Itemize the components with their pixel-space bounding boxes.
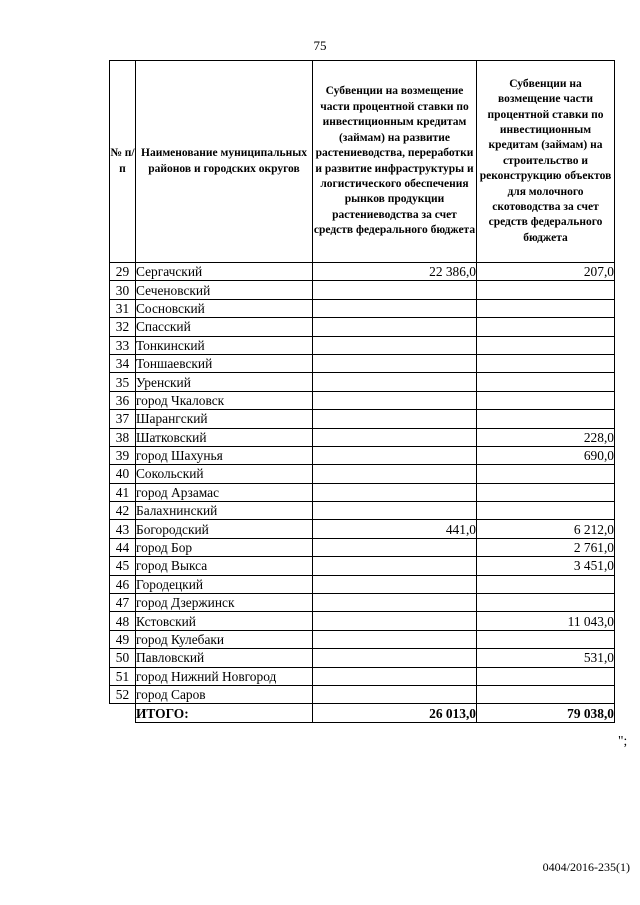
table-row	[110, 667, 615, 685]
crop-subsidy-value	[313, 318, 477, 336]
crop-subsidy-value	[313, 336, 477, 354]
row-number: 38	[110, 428, 136, 446]
crop-subsidy-value: 441,0	[313, 520, 477, 538]
district-name: Шарангский	[136, 410, 313, 428]
crop-subsidy-value	[313, 612, 477, 630]
dairy-subsidy-value: 6 212,0	[477, 520, 615, 538]
total-label: ИТОГО:	[136, 704, 313, 722]
dairy-subsidy-value	[477, 465, 615, 483]
table-row	[110, 594, 615, 612]
table-row	[110, 557, 615, 575]
district-name: Сосновский	[136, 299, 313, 317]
table-row	[110, 465, 615, 483]
district-name: Тоншаевский	[136, 354, 313, 372]
row-number: 43	[110, 520, 136, 538]
district-name: Тонкинский	[136, 336, 313, 354]
crop-subsidy-value	[313, 594, 477, 612]
dairy-subsidy-value	[477, 410, 615, 428]
row-number: 29	[110, 263, 136, 281]
row-number: 34	[110, 354, 136, 372]
row-number: 33	[110, 336, 136, 354]
row-number: 45	[110, 557, 136, 575]
table-row	[110, 630, 615, 648]
dairy-subsidy-value	[477, 594, 615, 612]
crop-subsidy-value	[313, 410, 477, 428]
table-row	[110, 299, 615, 317]
table-row	[110, 502, 615, 520]
dairy-subsidy-value: 2 761,0	[477, 538, 615, 556]
total-dairy-subsidy: 79 038,0	[477, 704, 615, 722]
crop-subsidy-value	[313, 281, 477, 299]
header-district-name: Наименование муниципальных районов и городских округов	[136, 61, 313, 263]
dairy-subsidy-value	[477, 299, 615, 317]
row-number: 30	[110, 281, 136, 299]
crop-subsidy-value	[313, 685, 477, 703]
dairy-subsidy-value: 207,0	[477, 263, 615, 281]
crop-subsidy-value: 22 386,0	[313, 263, 477, 281]
dairy-subsidy-value	[477, 373, 615, 391]
dairy-subsidy-value	[477, 630, 615, 648]
table-row	[110, 336, 615, 354]
district-name: Сеченовский	[136, 281, 313, 299]
table-row	[110, 649, 615, 667]
dairy-subsidy-value: 3 451,0	[477, 557, 615, 575]
dairy-subsidy-value	[477, 575, 615, 593]
crop-subsidy-value	[313, 538, 477, 556]
crop-subsidy-value	[313, 465, 477, 483]
dairy-subsidy-value	[477, 667, 615, 685]
table-header-row	[110, 61, 615, 263]
district-name: Сокольский	[136, 465, 313, 483]
district-name: город Нижний Новгород	[136, 667, 313, 685]
table-row	[110, 575, 615, 593]
row-number: 32	[110, 318, 136, 336]
district-name: Сергачский	[136, 263, 313, 281]
district-name: город Бор	[136, 538, 313, 556]
dairy-subsidy-value: 228,0	[477, 428, 615, 446]
crop-subsidy-value	[313, 502, 477, 520]
dairy-subsidy-value	[477, 502, 615, 520]
table-row	[110, 391, 615, 409]
crop-subsidy-value	[313, 630, 477, 648]
header-crop-subsidy: Субвенции на возмещение части процентной ставки по инвестиционным кредитам (займам) на развитие растениеводства, переработки и развитие инфраструктуры и логистического обеспечения рынков продукции растениеводства за счет средств федерального бюджета	[313, 61, 477, 263]
total-row	[110, 704, 615, 722]
table-row	[110, 428, 615, 446]
table-row	[110, 685, 615, 703]
crop-subsidy-value	[313, 557, 477, 575]
table-row	[110, 410, 615, 428]
row-number: 35	[110, 373, 136, 391]
dairy-subsidy-value: 690,0	[477, 446, 615, 464]
table-row	[110, 318, 615, 336]
row-number: 36	[110, 391, 136, 409]
crop-subsidy-value	[313, 446, 477, 464]
crop-subsidy-value	[313, 373, 477, 391]
district-name: город Чкаловск	[136, 391, 313, 409]
table-row	[110, 520, 615, 538]
dairy-subsidy-value	[477, 685, 615, 703]
row-number: 46	[110, 575, 136, 593]
district-name: город Кулебаки	[136, 630, 313, 648]
header-number: № п/п	[110, 61, 136, 263]
dairy-subsidy-value	[477, 318, 615, 336]
row-number: 48	[110, 612, 136, 630]
crop-subsidy-value	[313, 299, 477, 317]
row-number: 39	[110, 446, 136, 464]
row-number: 52	[110, 685, 136, 703]
closing-quote-mark: ";	[618, 733, 628, 748]
row-number: 44	[110, 538, 136, 556]
district-name: Уренский	[136, 373, 313, 391]
district-name: Богородский	[136, 520, 313, 538]
table-row	[110, 538, 615, 556]
row-number: 47	[110, 594, 136, 612]
header-dairy-subsidy: Субвенции на возмещение части процентной ставки по инвестиционным кредитам (займам) на строительство и реконструкцию объектов для молочного скотоводства за счет средств федерального бюджета	[477, 61, 615, 263]
total-number-cell	[110, 704, 136, 722]
row-number: 31	[110, 299, 136, 317]
district-name: Балахнинский	[136, 502, 313, 520]
district-name: Спасский	[136, 318, 313, 336]
table-row	[110, 483, 615, 501]
district-name: город Арзамас	[136, 483, 313, 501]
crop-subsidy-value	[313, 649, 477, 667]
row-number: 41	[110, 483, 136, 501]
page-number: 75	[313, 38, 327, 53]
row-number: 51	[110, 667, 136, 685]
table-row	[110, 373, 615, 391]
crop-subsidy-value	[313, 483, 477, 501]
table-row	[110, 263, 615, 281]
total-crop-subsidy: 26 013,0	[313, 704, 477, 722]
crop-subsidy-value	[313, 391, 477, 409]
dairy-subsidy-value	[477, 336, 615, 354]
crop-subsidy-value	[313, 354, 477, 372]
dairy-subsidy-value	[477, 391, 615, 409]
district-name: город Выкса	[136, 557, 313, 575]
table-row	[110, 354, 615, 372]
document-code: 0404/2016-235(1)	[542, 860, 630, 874]
crop-subsidy-value	[313, 575, 477, 593]
table-row	[110, 612, 615, 630]
district-name: город Дзержинск	[136, 594, 313, 612]
district-name: город Саров	[136, 685, 313, 703]
dairy-subsidy-value: 531,0	[477, 649, 615, 667]
district-name: Городецкий	[136, 575, 313, 593]
dairy-subsidy-value: 11 043,0	[477, 612, 615, 630]
row-number: 42	[110, 502, 136, 520]
table-row	[110, 446, 615, 464]
table-row	[110, 281, 615, 299]
district-name: город Шахунья	[136, 446, 313, 464]
district-name: Павловский	[136, 649, 313, 667]
dairy-subsidy-value	[477, 483, 615, 501]
district-name: Шатковский	[136, 428, 313, 446]
row-number: 49	[110, 630, 136, 648]
row-number: 37	[110, 410, 136, 428]
row-number: 40	[110, 465, 136, 483]
crop-subsidy-value	[313, 667, 477, 685]
dairy-subsidy-value	[477, 354, 615, 372]
subsidy-table	[109, 60, 615, 723]
dairy-subsidy-value	[477, 281, 615, 299]
row-number: 50	[110, 649, 136, 667]
district-name: Кстовский	[136, 612, 313, 630]
crop-subsidy-value	[313, 428, 477, 446]
